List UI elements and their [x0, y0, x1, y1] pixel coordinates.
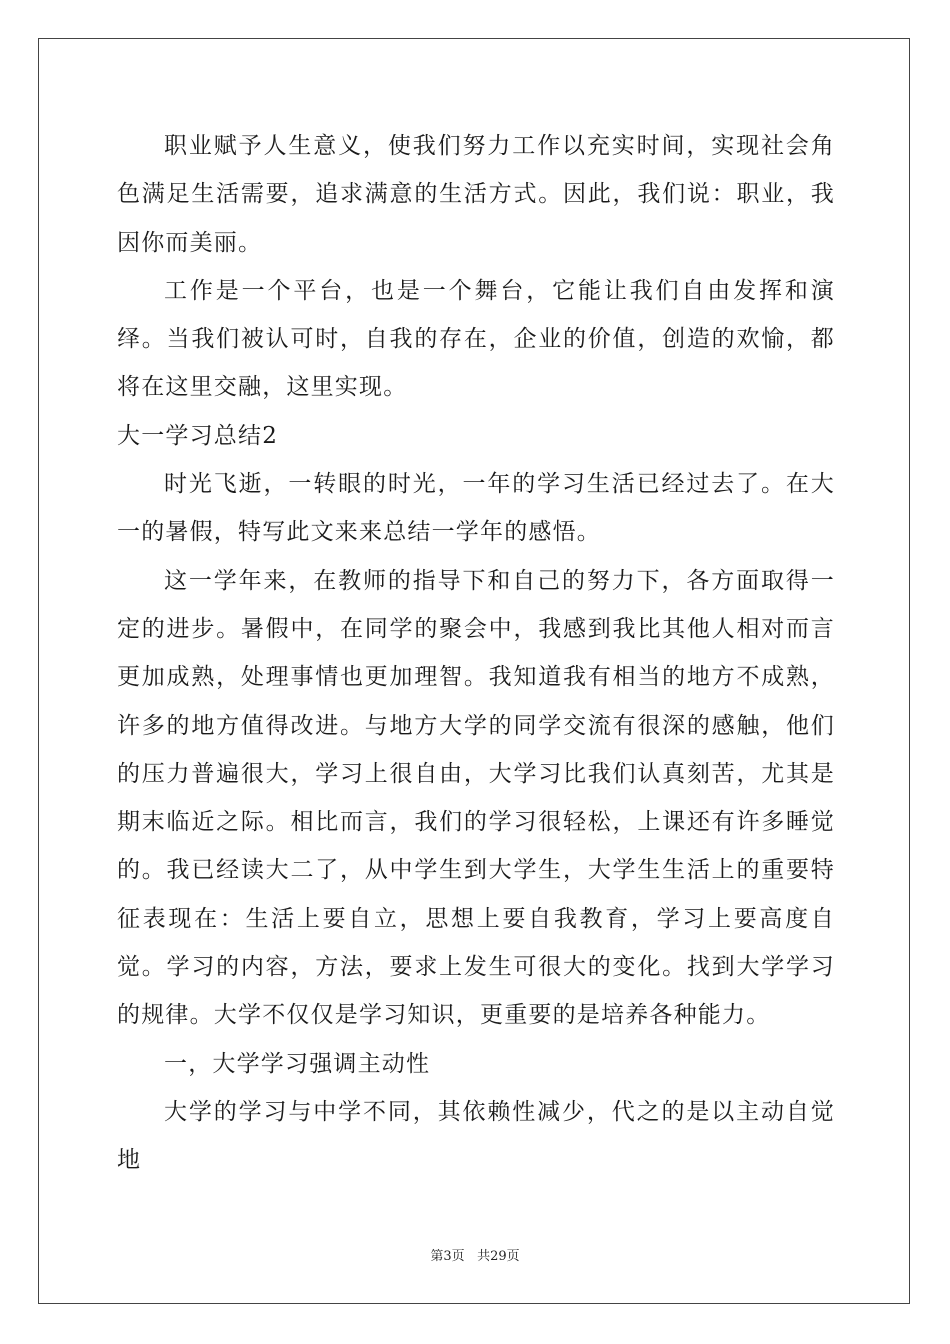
total-prefix: 共: [477, 1249, 491, 1264]
page-footer: [0, 1249, 950, 1265]
paragraph: 这一学年来，在教师的指导下和自己的努力下，各方面取得一定的进步。暑假中，在同学的聚会中，我感到我比其他人相对而言更加成熟，处理事情也更加理智。我知道我有相当的地方不成熟，许多的地方值得改进。与地方大学的同学交流有很深的感触，他们的压力普遍很大，学习上很自由，大学习比我们认真刻苦，尤其是期末临近之际。相比而言，我们的学习很轻松，上课还有许多睡觉的。我已经读大二了，从中学生到大学生，大学生生活上的重要特征表现在：生活上要自立，思想上要自我教育，学习上要高度自觉。学习的内容，方法，要求上发生可很大的变化。找到大学学习的规律。大学不仅仅是学习知识，更重要的是培养各种能力。: [117, 567, 835, 1029]
total-suffix: 页: [506, 1249, 520, 1264]
section-heading: 大一学习总结2: [117, 422, 279, 449]
subheading: 一，大学学习强调主动性: [164, 1050, 431, 1077]
page-prefix: 第: [430, 1249, 444, 1264]
paragraph: 时光飞逝，一转眼的时光，一年的学习生活已经过去了。在大一的暑假，特写此文来来总结一学年的感悟。: [117, 471, 835, 546]
paragraph: 大学的学习与中学不同，其依赖性减少，代之的是以主动自觉地: [117, 1098, 835, 1174]
paragraph: 工作是一个平台，也是一个舞台，它能让我们自由发挥和演绎。当我们被认可时，自我的存在，企业的价值，创造的欢愉，都将在这里交融，这里实现。: [117, 277, 835, 401]
total-pages: 29: [490, 1249, 507, 1264]
page-suffix: 页: [451, 1249, 465, 1264]
paragraph: 职业赋予人生意义，使我们努力工作以充实时间，实现社会角色满足生活需要，追求满意的生活方式。因此，我们说：职业，我因你而美丽。: [117, 133, 835, 256]
page-number: 3: [443, 1249, 452, 1264]
document-body: [117, 122, 835, 1185]
